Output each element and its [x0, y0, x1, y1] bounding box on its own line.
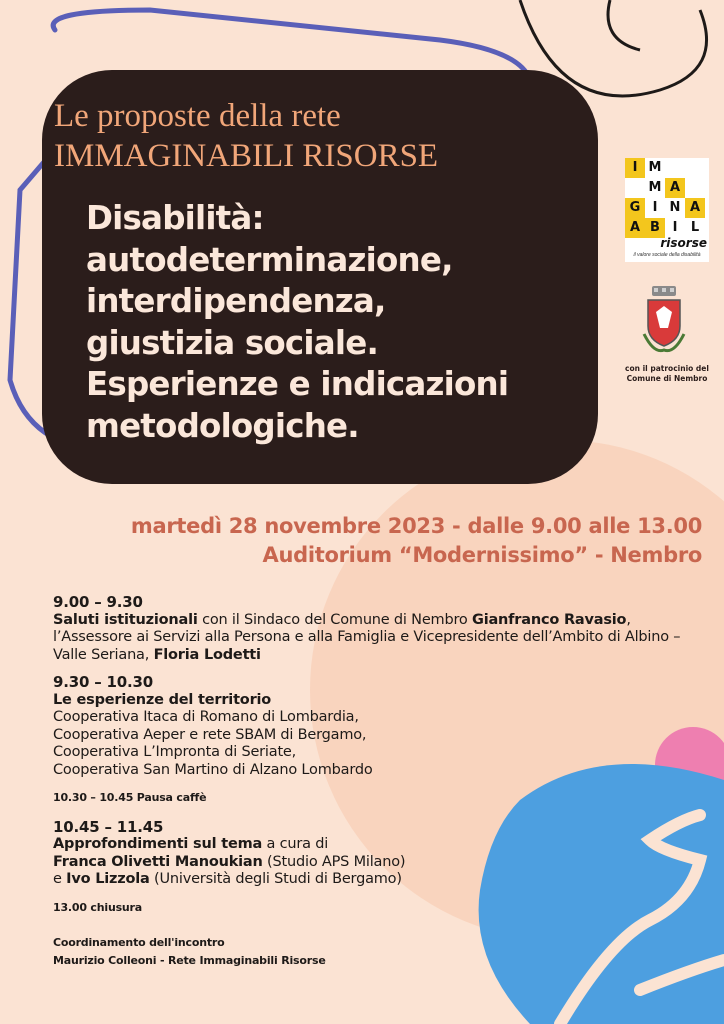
logo-tile: L — [690, 220, 700, 235]
coffee-break: 10.30 – 10.45 Pausa caffè — [53, 791, 207, 804]
event-date: martedì 28 novembre 2023 - dalle 9.00 alle 13.00 — [130, 514, 702, 538]
logo-tile: A — [625, 218, 645, 238]
speaker-affiliation: (Studio APS Milano) — [262, 853, 406, 870]
logo-tile: N — [669, 200, 681, 215]
logo-tile: G — [625, 198, 645, 218]
title-line: Esperienze e indicazioni — [86, 365, 509, 403]
logo-tile: I — [652, 200, 658, 215]
logo-tile: A — [685, 198, 705, 218]
title-line: metodologiche. — [86, 406, 359, 445]
session-time: 9.00 – 9.30 — [53, 593, 143, 611]
session-text: e — [53, 871, 67, 887]
logo-tile: A — [665, 178, 685, 198]
logo-tile: M — [648, 160, 662, 175]
session-title: Saluti istituzionali — [53, 611, 198, 628]
session-time: 9.30 – 10.30 — [53, 673, 153, 691]
coordination-name: Maurizio Colleoni - Rete Immaginabili Risorse — [53, 953, 326, 967]
session-line: Cooperativa Itaca di Romano di Lombardia, — [53, 709, 359, 725]
session-title: Approfondimenti sul tema — [53, 836, 263, 852]
logo-letter-grid — [625, 158, 709, 238]
title-line: Disabilità: — [86, 199, 264, 237]
patronage-text — [614, 364, 720, 384]
logo-risorse-text: risorse — [660, 236, 707, 250]
session-text: con il Sindaco del Comune di Nembro — [197, 611, 472, 628]
speaker-name: Ivo Lizzola — [66, 871, 150, 887]
session-title: Le esperienze del territorio — [53, 691, 272, 708]
speaker-name: Gianfranco Ravasio — [472, 611, 627, 628]
speaker-affiliation: (Università degli Studi di Bergamo) — [149, 871, 402, 887]
session-line: Cooperativa L’Impronta di Seriate, — [53, 744, 297, 760]
program-session-2 — [53, 674, 713, 779]
logo-tile: B — [645, 218, 665, 238]
session-text: , l’Assessore ai Servizi alla Persona e alla Famiglia e Vicepresidente dell’Ambito di Albino – Valle Seriana, — [53, 611, 681, 663]
event-title — [86, 198, 586, 447]
logo-tile: I — [625, 158, 645, 178]
patronage-line-1: con il patrocinio del — [625, 364, 709, 373]
logo-tagline: il valore sociale della disabilità — [633, 252, 701, 258]
organizer-line-2: IMMAGINABILI RISORSE — [54, 138, 439, 174]
title-line: autodeterminazione, — [86, 240, 453, 279]
program-session-3 — [53, 819, 713, 889]
title-line: giustizia sociale. — [86, 323, 379, 362]
nembro-crest-icon — [640, 284, 688, 358]
patronage-line-2: Comune di Nembro — [626, 374, 708, 383]
session-line: Cooperativa Aeper e rete SBAM di Bergamo, — [53, 726, 367, 743]
logo-tile: M — [648, 180, 662, 195]
title-line: interdipendenza, — [86, 282, 386, 320]
coordination-label: Coordinamento dell'incontro — [53, 936, 225, 949]
event-venue: Auditorium “Modernissimo” - Nembro — [262, 543, 702, 567]
program-schedule — [53, 594, 713, 969]
session-text: a cura di — [262, 836, 329, 852]
session-time: 10.45 – 11.45 — [53, 817, 164, 836]
organizer-title — [54, 96, 574, 176]
session-description — [53, 612, 713, 665]
immaginabili-risorse-logo — [625, 158, 709, 262]
session-line: Cooperativa San Martino di Alzano Lombardo — [53, 761, 373, 778]
program-session-1 — [53, 594, 713, 664]
speaker-name: Floria Lodetti — [153, 646, 261, 663]
closing-time: 13.00 chiusura — [53, 900, 143, 914]
logo-tile: I — [672, 220, 678, 235]
organizer-line-1: Le proposte della rete — [54, 98, 341, 134]
speaker-name: Franca Olivetti Manoukian — [53, 853, 263, 870]
